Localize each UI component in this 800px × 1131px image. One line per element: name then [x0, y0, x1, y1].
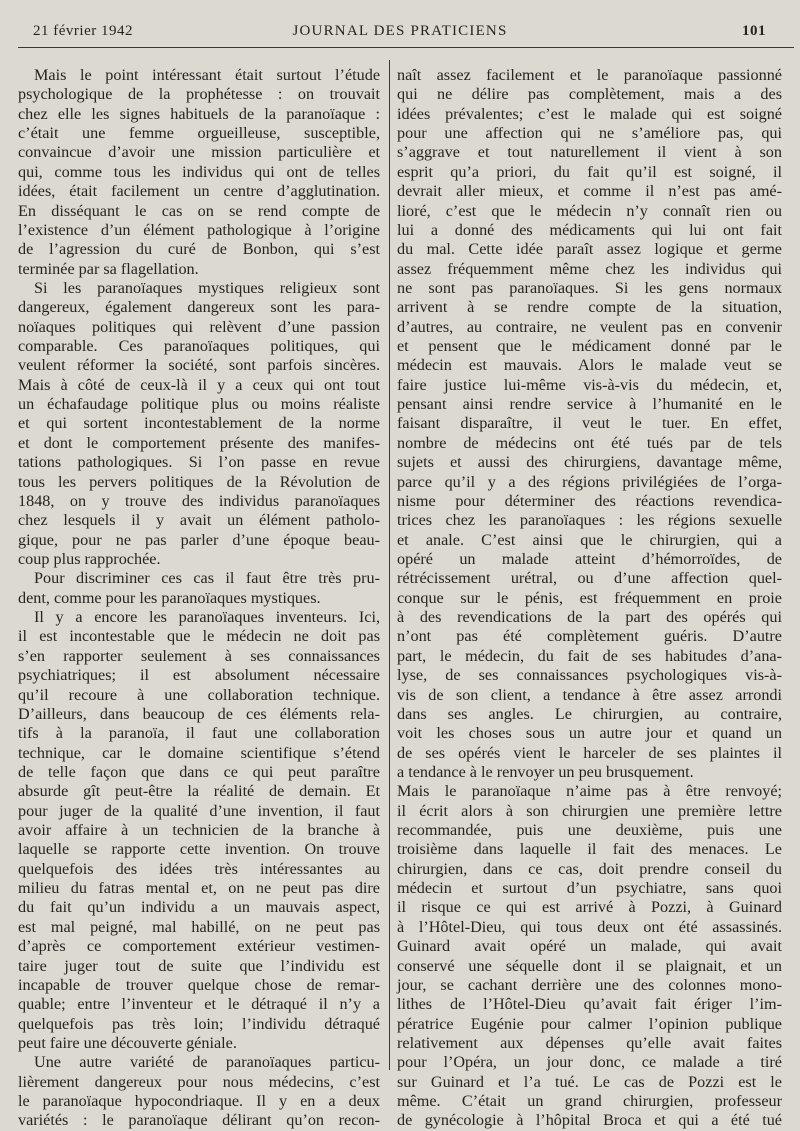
- right-column: [397, 66, 782, 1131]
- text-line: Pour discriminer ces cas il faut être très pru-: [34, 569, 380, 588]
- text-line: Mais à côté de ceux-là il y a ceux qui ont tout: [18, 375, 380, 394]
- text-line: pour juger de la qualité d’une invention, il faut: [18, 801, 380, 820]
- text-line: conservé une séquelle dont il se plaignait, et un: [397, 956, 782, 975]
- header-date: 21 février 1942: [33, 23, 133, 39]
- text-line: pératrice Eugénie pour calmer l’opinion publique: [397, 1014, 782, 1033]
- text-line: et dont le comportement présente des manifes-: [18, 433, 380, 452]
- text-line: de telle façon que dans ce qui peut paraître: [18, 762, 380, 781]
- text-line: milieu du fatras mental et, on ne peut pas dire: [18, 879, 380, 898]
- text-line: recommandée, puis une deuxième, puis une: [397, 821, 782, 840]
- text-line: est mal peigné, mal habillé, on ne peut pas: [18, 917, 380, 936]
- text-line: d’après ce comportement extérieur vestimen-: [18, 937, 380, 956]
- column-divider: [389, 60, 390, 1070]
- text-line: technique, car le domaine scientifique s’étend: [18, 743, 380, 762]
- text-line: du mal. Cette idée paraît assez logique et germe: [397, 240, 782, 259]
- text-line: dent, comme pour les paranoïaques mystiques.: [18, 588, 321, 607]
- text-line: parce qu’il y a des régions privilégiées de l’orga-: [397, 472, 782, 491]
- text-line: variétés : le paranoïaque délirant qu’on recon-: [18, 1111, 380, 1130]
- text-line: un échafaudage politique plus ou moins réaliste: [18, 395, 380, 414]
- text-line: esprit qu’a priori, du fait qu’il est soigné, il: [397, 162, 782, 181]
- text-line: du fait qu’un individu a un mauvais aspect,: [18, 898, 380, 917]
- text-line: qui ne délire pas complètement, mais a des: [397, 85, 782, 104]
- text-line: faire justice lui-même vis-à-vis du médecin, et,: [397, 375, 782, 394]
- text-line: comparable. Ces paranoïaques politiques, qui: [18, 337, 380, 356]
- text-line: s’en rapporter seulement à ses connaissances: [18, 646, 380, 665]
- text-line: nombre de médecins ont été tués par de tels: [397, 433, 782, 452]
- text-line: psychologique de la prophétesse : on trouvait: [18, 85, 380, 104]
- text-line: pensant ainsi rendre service à l’humanité en le: [397, 395, 782, 414]
- text-line: a tendance à le renvoyer un peu brusquement.: [397, 762, 694, 781]
- text-line: opéré un malade atteint d’hémorroïdes, de: [397, 549, 782, 568]
- page-number: 101: [742, 23, 766, 39]
- text-line: idées, était facilement un centre d’agglutination.: [18, 182, 380, 201]
- text-line: tifs à la paranoïa, il faut une collaboration: [18, 724, 380, 743]
- text-line: à des revendications de la part des opérés qui: [397, 608, 782, 627]
- text-line: peut faire une découverte géniale.: [18, 1033, 237, 1052]
- text-line: pour l’Opéra, un jour donc, ce malade a tiré: [397, 1053, 782, 1072]
- text-line: n’ont pas été complètement guéris. D’autre: [397, 627, 782, 646]
- text-line: taire juger tout de suite que l’individu est: [18, 956, 380, 975]
- text-line: et pensent que le médicament donné par le: [397, 337, 782, 356]
- text-line: devrait aller mieux, et comme il n’est pas amé-: [397, 182, 782, 201]
- text-line: lyse, de ses connaissances psychologiques vis-à-: [397, 666, 782, 685]
- text-line: troisième dans laquelle il fait des menaces. Le: [397, 840, 782, 859]
- text-line: il écrit alors à son chirurgien une première lettre: [397, 801, 782, 820]
- text-line: Il y a encore les paranoïaques inventeurs. Ici,: [34, 608, 380, 627]
- text-line: rétrécissement urétral, ou d’une affection quel-: [397, 569, 782, 588]
- text-line: veulent réformer la société, sont parfois sincères.: [18, 356, 380, 375]
- text-line: faisant disparaître, il veut le tuer. En effet,: [397, 414, 782, 433]
- text-line: psychiatriques; il est absolument nécessaire: [18, 666, 380, 685]
- text-line: quable; entre l’inventeur et le détraqué il n’y a: [18, 995, 380, 1014]
- text-line: c’était une femme orgueilleuse, susceptible,: [18, 124, 380, 143]
- text-line: il risque ce qui est arrivé à Pozzi, à Guinard: [397, 898, 782, 917]
- text-line: ne sont pas paranoïaques. Si les gens normaux: [397, 278, 782, 297]
- text-line: à l’Hôtel-Dieu, qui tous deux ont été assassinés.: [397, 917, 782, 936]
- text-line: gique, pour ne pas parler d’une époque beau-: [18, 530, 380, 549]
- header-rule: [18, 47, 794, 48]
- text-line: Mais le point intéressant était surtout l’étude: [34, 66, 380, 84]
- text-line: laquelle se rapporte cette invention. On trouve: [18, 840, 380, 859]
- text-line: sur Guinard et l’a tué. Le cas de Pozzi est le: [397, 1072, 782, 1091]
- text-line: idées prévalentes; c’est le malade qui est soigné: [397, 104, 782, 123]
- text-line: voit les choses sous un autre jour et quand un: [397, 724, 782, 743]
- text-line: de ses opérés vient le harceler de ses plaintes il: [397, 743, 782, 762]
- text-line: Guinard avait opéré un malade, qui avait: [397, 937, 782, 956]
- text-line: quelquefois pas très loin; l’individu détraqué: [18, 1014, 380, 1033]
- text-line: nisme pour déterminer des réactions revendica-: [397, 491, 782, 510]
- text-line: avoir affaire à un technicien de la branche à: [18, 821, 380, 840]
- text-line: de l’agression du curé de Bonbon, qui s’est: [18, 240, 380, 259]
- text-line: lui a donné des médicaments qui lui ont fait: [397, 220, 782, 239]
- text-line: pour une affection qui ne s’améliore pas, qui: [397, 124, 782, 143]
- text-line: incapable de trouver quelque chose de remar-: [18, 975, 380, 994]
- text-line: naît assez facilement et le paranoïaque passionné: [397, 66, 782, 84]
- text-line: le paranoïaque hypocondriaque. Il y en a deux: [18, 1092, 380, 1111]
- text-line: 1848, on y trouve des individus paranoïaques: [18, 491, 380, 510]
- text-line: qu’il recoure à une collaboration technique.: [18, 685, 380, 704]
- text-line: absurde gît peut-être la réalité de demain. Et: [18, 782, 380, 801]
- text-line: sujets et aussi des chirurgiens, davantage même,: [397, 453, 782, 472]
- text-line: de gynécologie à l’hôpital Broca et qui a été tué: [397, 1111, 782, 1130]
- text-line: il est incontestable que le médecin ne doit pas: [18, 627, 380, 646]
- text-line: tous les pervers politiques de la Révolution de: [18, 472, 380, 491]
- text-line: Mais le paranoïaque n’aime pas à être renvoyé;: [397, 782, 782, 801]
- page-header: [0, 20, 800, 46]
- text-line: médecin est mauvais. Alors le malade veut se: [397, 356, 782, 375]
- text-line: lithes de l’Hôtel-Dieu qu’avait fait ériger l’im-: [397, 995, 782, 1014]
- text-line: jour, se cachant derrière une des colonnes mono-: [397, 975, 782, 994]
- text-line: dans ses angles. Le chirurgien, au contraire,: [397, 704, 782, 723]
- text-line: même. C’était un grand chirurgien, professeur: [397, 1092, 782, 1111]
- text-line: et anale. C’est ainsi que le chirurgien, qui a: [397, 530, 782, 549]
- text-line: médecin et surtout d’un psychiatre, sans quoi: [397, 879, 782, 898]
- text-line: d’autres, au contraire, ne veulent pas en convenir: [397, 317, 782, 336]
- journal-title: JOURNAL DES PRATICIENS: [292, 23, 508, 39]
- text-line: chez elle les signes habituels de la paranoïaque :: [18, 104, 380, 123]
- text-line: coup plus rapprochée.: [18, 549, 161, 568]
- text-line: s’aggrave et tout naturellement il vient à son: [397, 143, 782, 162]
- text-line: chez lesquels il y avait un élément patholo-: [18, 511, 380, 530]
- text-line: arrivent à se rendre compte de la situation,: [397, 298, 782, 317]
- text-line: et qui sortent incontestablement de la norme: [18, 414, 380, 433]
- text-line: dangereux, également dangereux sont les para-: [18, 298, 380, 317]
- text-line: vis de son client, a tendance à être assez arrondi: [397, 685, 782, 704]
- text-line: part, le médecin, du fait de ses habitudes d’ana-: [397, 646, 782, 665]
- text-line: lièrement dangereux pour nous médecins, c’est: [18, 1072, 380, 1091]
- text-line: relativement aux dépenses qu’elle avait faites: [397, 1033, 782, 1052]
- text-line: assez fréquemment même chez les individus qui: [397, 259, 782, 278]
- text-line: D’ailleurs, dans beaucoup de ces éléments rela-: [18, 704, 380, 723]
- text-line: trices chez les paranoïaques : les régions sexuelle: [397, 511, 782, 530]
- text-line: convaincue d’avoir une mission particulière et: [18, 143, 380, 162]
- text-line: conque sur le pénis, est fréquemment en proie: [397, 588, 782, 607]
- text-line: noïaques politiques qui relèvent d’une passion: [18, 317, 380, 336]
- text-line: Une autre variété de paranoïaques particu-: [34, 1053, 380, 1072]
- left-column: [18, 66, 380, 1131]
- text-line: qui, comme tous les individus qui ont de telles: [18, 162, 380, 181]
- text-line: Si les paranoïaques mystiques religieux sont: [34, 278, 380, 297]
- text-line: terminée par sa flagellation.: [18, 259, 199, 278]
- text-line: l’existence d’un élément pathologique à l’origine: [18, 220, 380, 239]
- text-line: lioré, c’est que le médecin n’y connaît rien ou: [397, 201, 782, 220]
- text-line: En disséquant le cas on se rend compte de: [18, 201, 380, 220]
- text-line: chirurgien, dans ce cas, doit prendre conseil du: [397, 859, 782, 878]
- text-line: tations pathologiques. Si l’on passe en revue: [18, 453, 380, 472]
- text-line: quelquefois des idées très intéressantes au: [18, 859, 380, 878]
